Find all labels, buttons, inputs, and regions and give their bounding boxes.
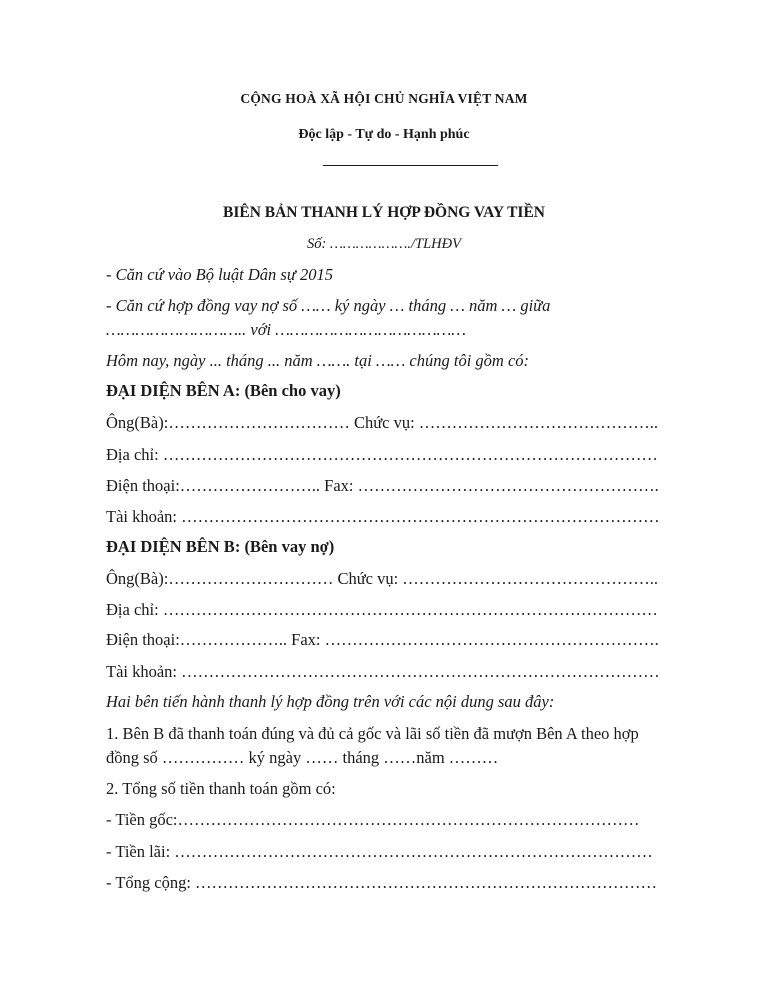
principal-field: - Tiền gốc:………………………………………………………………………… [106,810,640,829]
party-b-role: (Bên vay nợ) [244,537,335,556]
document-number: Số: ………………./TLHĐV [307,236,461,252]
basis-contract-line2: ……………………….. với ………………………………… [106,320,466,339]
basis-law: - Căn cứ vào Bộ luật Dân sự 2015 [106,265,333,284]
clause-2: 2. Tổng số tiền thanh toán gồm có: [106,779,336,798]
party-b-address-field: Địa chỉ: ……………………………………………………………………………… [106,600,658,619]
party-b-heading [106,537,334,557]
party-b-account-field: Tài khoản: …………………………………………………………………………… [106,662,660,681]
party-a-label: ĐẠI DIỆN BÊN A: [106,381,241,400]
country-header: CỘNG HOÀ XÃ HỘI CHỦ NGHĨA VIỆT NAM [240,91,528,106]
party-a-name-field: Ông(Bà):…………………………… Chức vụ: …………………………………….. [106,413,659,432]
agreement-intro: Hai bên tiến hành thanh lý hợp đồng trên với các nội dung sau đây: [106,692,555,711]
party-a-address-field: Địa chỉ: ……………………………………………………………………………… [106,445,658,464]
motto: Độc lập - Tự do - Hạnh phúc [298,127,470,142]
party-a-account-field: Tài khoản: …………………………………………………………………………… [106,507,660,526]
basis-contract-line1: - Căn cứ hợp đồng vay nợ số …… ký ngày … tháng … năm … giữa [106,296,551,315]
document-title: BIÊN BẢN THANH LÝ HỢP ĐỒNG VAY TIỀN [223,204,545,221]
clause-1-line2: đồng số …………… ký ngày …… tháng ……năm ……… [106,748,499,767]
interest-field: - Tiền lãi: …………………………………………………………………………… [106,842,653,861]
clause-1-line1: 1. Bên B đã thanh toán đúng và đủ cả gốc và lãi số tiền đã mượn Bên A theo hợp [106,724,639,743]
intro-text: Hôm nay, ngày ... tháng ... năm ……. tại …… chúng tôi gồm có: [106,351,530,370]
party-b-name-field: Ông(Bà):………………………… Chức vụ: ……………………………………….. [106,569,659,588]
party-a-role: (Bên cho vay) [244,381,341,400]
party-a-phone-field: Điện thoại:…………………….. Fax: ………………………………………………. [106,476,659,495]
header-divider [323,165,498,166]
party-b-phone-field: Điện thoại:……………….. Fax: ……………………………………………………. [106,630,659,649]
party-b-label: ĐẠI DIỆN BÊN B: [106,537,241,556]
total-field: - Tổng cộng: ………………………………………………………………………… [106,873,658,892]
party-a-heading [106,381,341,401]
